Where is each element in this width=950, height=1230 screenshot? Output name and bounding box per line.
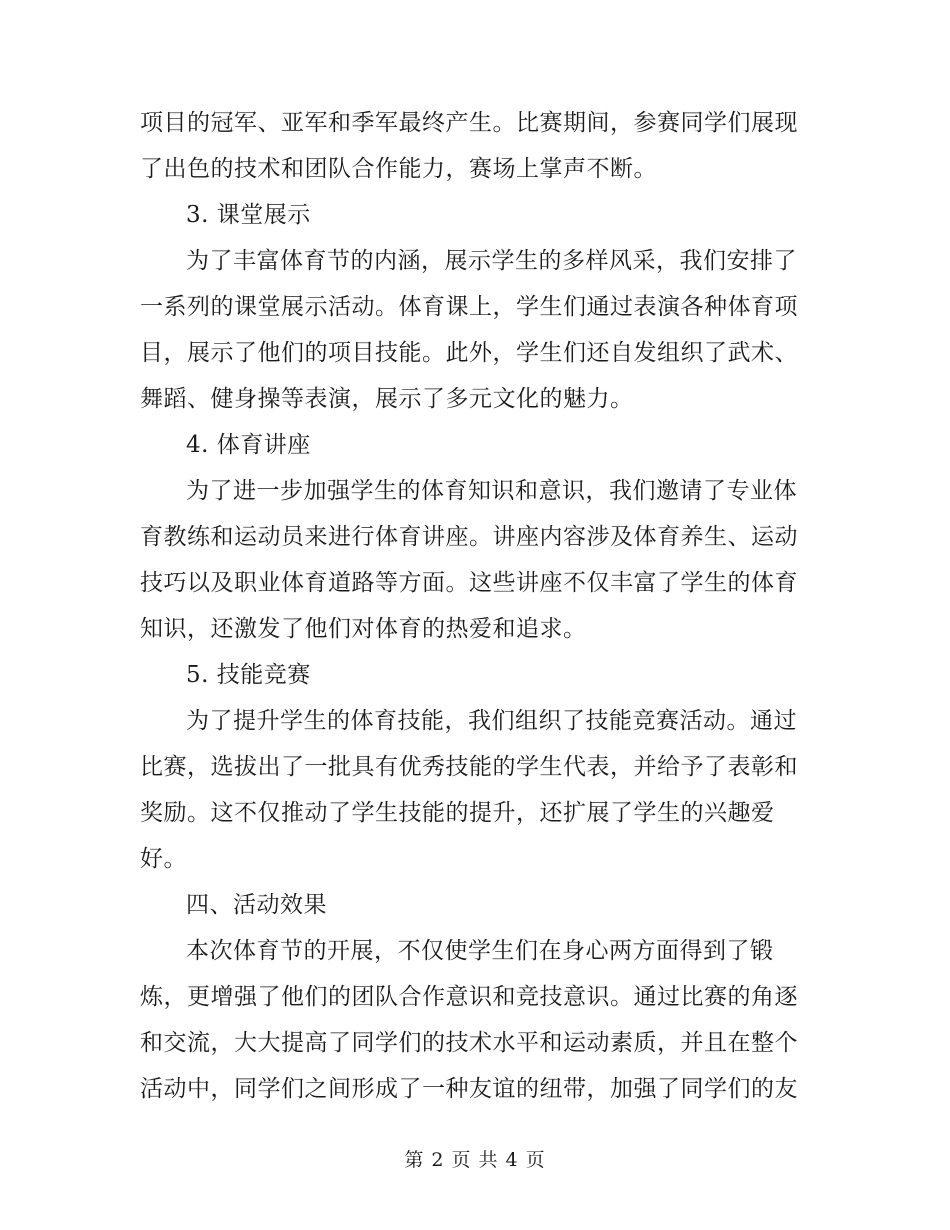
- text-line: 项目的冠军、亚军和季军最终产生。比赛期间，参赛同学们展现: [140, 110, 798, 136]
- text-line: 技巧以及职业体育道路等方面。这些讲座不仅丰富了学生的体育: [140, 570, 798, 596]
- text-line: 舞蹈、健身操等表演，展示了多元文化的魅力。: [140, 386, 634, 412]
- body-text: [140, 100, 810, 1112]
- text-line: 比赛，选拔出了一批具有优秀技能的学生代表，并给予了表彰和: [140, 754, 798, 780]
- text-line: 为了进一步加强学生的体育知识和意识，我们邀请了专业体: [186, 478, 797, 504]
- text-line: 奖励。这不仅推动了学生技能的提升，还扩展了学生的兴趣爱: [140, 800, 775, 826]
- text-line: 目，展示了他们的项目技能。此外，学生们还自发组织了武术、: [140, 340, 798, 366]
- section-heading: 3. 课堂展示: [186, 202, 311, 228]
- text-line: 育教练和运动员来进行体育讲座。讲座内容涉及体育养生、运动: [140, 524, 798, 550]
- text-line: 和交流，大大提高了同学们的技术水平和运动素质，并且在整个: [140, 1030, 798, 1056]
- text-line: 为了丰富体育节的内涵，展示学生的多样风采，我们安排了: [186, 248, 797, 274]
- text-line: 一系列的课堂展示活动。体育课上，学生们通过表演各种体育项: [140, 294, 798, 320]
- text-line: 了出色的技术和团队合作能力，赛场上掌声不断。: [140, 156, 657, 182]
- text-line: 本次体育节的开展，不仅使学生们在身心两方面得到了锻: [186, 938, 774, 964]
- section-heading: 4. 体育讲座: [186, 432, 311, 458]
- text-line: 好。: [140, 846, 187, 872]
- text-line: 知识，还激发了他们对体育的热爱和追求。: [140, 616, 587, 642]
- text-line: 炼，更增强了他们的团队合作意识和竞技意识。通过比赛的角逐: [140, 984, 798, 1010]
- text-line: 活动中，同学们之间形成了一种友谊的纽带，加强了同学们的友: [140, 1076, 798, 1102]
- page-number-footer: 第 2 页 共 4 页: [404, 1149, 546, 1171]
- section-heading: 四、活动效果: [186, 892, 327, 918]
- section-heading: 5. 技能竞赛: [186, 662, 311, 688]
- text-line: 为了提升学生的体育技能，我们组织了技能竞赛活动。通过: [186, 708, 797, 734]
